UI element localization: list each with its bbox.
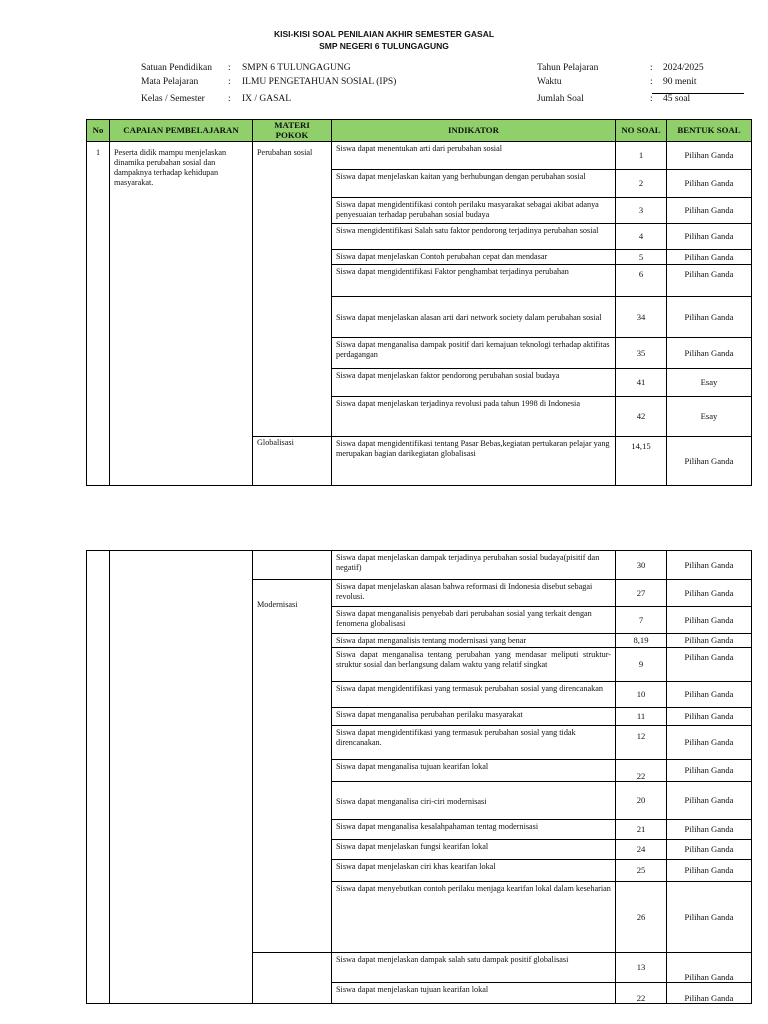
bentuk-cell: Pilihan Ganda [667,170,752,198]
indikator-cell: Siswa dapat menganalisis penyebab dari perubahan sosial yang terkait dengan fenomena globalisasi [332,607,616,634]
indikator-cell: Siswa dapat menganalisa tujuan kearifan lokal [332,760,616,782]
bentuk-cell: Pilihan Ganda [667,142,752,170]
waktu-label: Waktu [537,77,562,87]
no-soal-cell: 11 [616,708,667,726]
table-row [87,142,752,170]
bentuk-cell: Pilihan Ganda [667,983,752,1004]
row-number: 1 [87,142,110,486]
indikator-cell: Siswa dapat menganalisa kesalahpahaman tentag modernisasi [332,820,616,840]
no-soal-cell: 14,15 [616,437,667,486]
no-soal-cell: 20 [616,782,667,820]
indikator-cell: Siswa dapat menganalisis tentang modernisasi yang benar [332,634,616,648]
colon: : [228,63,231,73]
materi-modernisasi: Modernisasi [253,580,332,953]
indikator-cell: Siswa dapat menjelaskan dampak salah satu dampak positif globalisasi [332,953,616,983]
bentuk-cell: Esay [667,369,752,397]
empty-materi-cell [253,953,332,1004]
no-soal-cell: 9 [616,648,667,682]
kisi-table-page-2 [86,550,752,1004]
no-soal-cell: 13 [616,953,667,983]
colon: : [650,63,653,73]
satuan-label: Satuan Pendidikan [141,63,212,73]
no-soal-cell: 3 [616,198,667,224]
indikator-cell: Siswa dapat menyebutkan contoh perilaku menjaga kearifan lokal dalam keseharian [332,882,616,953]
bentuk-cell: Pilihan Ganda [667,820,752,840]
kisi-table-page-1 [86,119,752,486]
no-soal-cell: 22 [616,983,667,1004]
no-soal-cell: 2 [616,170,667,198]
bentuk-cell: Pilihan Ganda [667,760,752,782]
no-soal-cell: 4 [616,224,667,250]
waktu-value: 90 menit [663,77,697,87]
school-title: SMP NEGERI 6 TULUNGAGUNG [319,41,449,51]
colon: : [228,94,231,104]
bentuk-cell: Pilihan Ganda [667,840,752,860]
bentuk-cell: Pilihan Ganda [667,782,752,820]
header-no-soal: NO SOAL [616,120,667,142]
indikator-cell: Siswa dapat menganalisa tentang perubahan yang mendasar meliputi struktur-struktur sosial dan berlangsung dalam waktu yang relatif singkat [332,648,616,682]
tahun-value: 2024/2025 [663,63,704,73]
indikator-cell: Siswa dapat mengidentifikasi yang termasuk perubahan sosial yang direncanakan [332,682,616,708]
no-soal-cell: 8,19 [616,634,667,648]
bentuk-cell: Pilihan Ganda [667,860,752,882]
no-soal-cell: 34 [616,297,667,338]
indikator-cell: Siswa dapat menjelaskan kaitan yang berhubungan dengan perubahan sosial [332,170,616,198]
kelas-value: IX / GASAL [242,94,292,104]
no-soal-cell: 27 [616,580,667,607]
bentuk-cell: Pilihan Ganda [667,198,752,224]
no-soal-cell: 7 [616,607,667,634]
document-title: KISI-KISI SOAL PENILAIAN AKHIR SEMESTER GASAL [273,29,495,39]
empty-capaian-cell [110,551,253,1004]
bentuk-cell: Pilihan Ganda [667,297,752,338]
no-soal-cell: 41 [616,369,667,397]
divider [652,93,744,94]
header-indikator: INDIKATOR [332,120,616,142]
indikator-cell: Siswa dapat mengidentifikasi contoh perilaku masyarakat sebagai akibat adanya penyesuaian terhadap perubahan sosial budaya [332,198,616,224]
materi-perubahan: Perubahan sosial [253,142,332,437]
bentuk-cell: Pilihan Ganda [667,607,752,634]
no-soal-cell: 22 [616,760,667,782]
bentuk-cell: Pilihan Ganda [667,437,752,486]
empty-no-cell [87,551,110,1004]
no-soal-cell: 30 [616,551,667,580]
indikator-cell: Siswa dapat menjelaskan ciri khas kearifan lokal [332,860,616,882]
kelas-label: Kelas / Semester [141,94,205,104]
colon: : [650,77,653,87]
no-soal-cell: 12 [616,726,667,760]
indikator-cell: Siswa dapat menentukan arti dari perubahan sosial [332,142,616,170]
jumlah-label: Jumlah Soal [537,94,584,104]
indikator-cell: Siswa dapat menganalisa dampak positif dari kemajuan teknologi terhadap aktifitas perdagangan [332,338,616,369]
bentuk-cell: Pilihan Ganda [667,265,752,297]
indikator-cell: Siswa dapat menganalisa ciri-ciri modernisasi [332,782,616,820]
jumlah-value: 45 soal [663,94,691,104]
indikator-cell: Siswa dapat menjelaskan tujuan kearifan lokal [332,983,616,1004]
indikator-cell: Siswa dapat menjelaskan fungsi kearifan lokal [332,840,616,860]
indikator-cell: Siswa dapat mengidentifikasi Faktor penghambat terjadinya perubahan [332,265,616,297]
table-row [87,551,752,580]
no-soal-cell: 10 [616,682,667,708]
header-no: No [87,120,110,142]
indikator-cell: Siswa dapat menjelaskan alasan arti dari network society dalam perubahan sosial [332,297,616,338]
satuan-value: SMPN 6 TULUNGAGUNG [242,63,351,73]
indikator-cell: Siswa dapat menganalisa perubahan perilaku masyarakat [332,708,616,726]
indikator-cell: Siswa dapat menjelaskan Contoh perubahan cepat dan mendasar [332,250,616,265]
header-bentuk: BENTUK SOAL [667,120,752,142]
bentuk-cell: Pilihan Ganda [667,551,752,580]
no-soal-cell: 42 [616,397,667,437]
tahun-label: Tahun Pelajaran [537,63,599,73]
no-soal-cell: 5 [616,250,667,265]
indikator-cell: Siswa dapat menjelaskan faktor pendorong perubahan sosial budaya [332,369,616,397]
no-soal-cell: 26 [616,882,667,953]
header-materi: MATERI POKOK [253,120,332,142]
indikator-cell: Siswa dapat menjelaskan dampak terjadinya perubahan sosial budaya(pisitif dan negatif) [332,551,616,580]
bentuk-cell: Pilihan Ganda [667,580,752,607]
materi-globalisasi: Globalisasi [253,437,332,486]
no-soal-cell: 6 [616,265,667,297]
bentuk-cell: Pilihan Ganda [667,224,752,250]
no-soal-cell: 24 [616,840,667,860]
no-soal-cell: 21 [616,820,667,840]
header-capaian: CAPAIAN PEMBELAJARAN [110,120,253,142]
no-soal-cell: 35 [616,338,667,369]
indikator-cell: Siswa dapat menjelaskan alasan bahwa reformasi di Indonesia disebut sebagai revolusi. [332,580,616,607]
capaian-text: Peserta didik mampu menjelaskan dinamika perubahan sosial dan dampaknya terhadap kehidupan masyarakat. [110,142,253,486]
mapel-label: Mata Pelajaran [141,77,199,87]
bentuk-cell: Pilihan Ganda [667,634,752,648]
bentuk-cell: Pilihan Ganda [667,953,752,983]
table-header-row [87,120,752,142]
bentuk-cell: Pilihan Ganda [667,648,752,682]
colon: : [650,94,653,104]
bentuk-cell: Pilihan Ganda [667,882,752,953]
bentuk-cell: Pilihan Ganda [667,708,752,726]
empty-materi-cell [253,551,332,580]
bentuk-cell: Pilihan Ganda [667,250,752,265]
bentuk-cell: Pilihan Ganda [667,338,752,369]
bentuk-cell: Pilihan Ganda [667,682,752,708]
no-soal-cell: 25 [616,860,667,882]
indikator-cell: Siswa dapat menjelaskan terjadinya revolusi pada tahun 1998 di Indonesia [332,397,616,437]
no-soal-cell: 1 [616,142,667,170]
bentuk-cell: Pilihan Ganda [667,726,752,760]
indikator-cell: Siswa mengidentifikasi Salah satu faktor pendorong terjadinya perubahan sosial [332,224,616,250]
bentuk-cell: Esay [667,397,752,437]
mapel-value: ILMU PENGETAHUAN SOSIAL (IPS) [242,77,397,87]
indikator-cell: Siswa dapat mengidentifikasi tentang Pasar Bebas,kegiatan pertukaran pelajar yang merupakan bagian darikegiatan globalisasi [332,437,616,486]
indikator-cell: Siswa dapat mengidentifikasi yang termasuk perubahan sosial yang tidak direncanakan. [332,726,616,760]
colon: : [228,77,231,87]
